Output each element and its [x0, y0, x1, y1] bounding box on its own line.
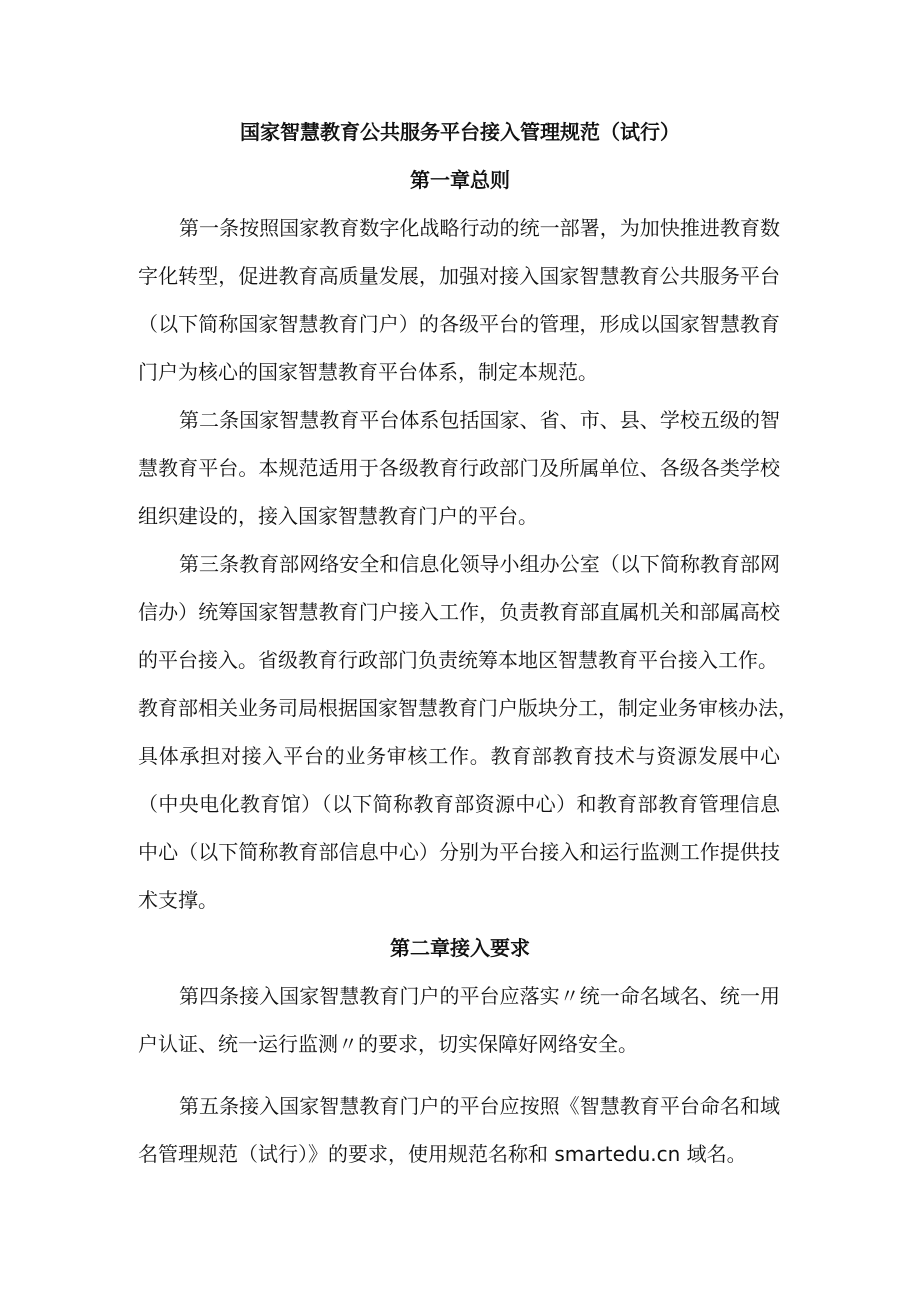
article-1-line-1: 第一条按照国家教育数字化战略行动的统一部署，为加快推进教育数: [179, 216, 780, 240]
article-3-line-2: 信办）统筹国家智慧教育门户接入工作，负责教育部直属机关和部属高校: [138, 600, 780, 624]
article-3-line-6: （中央电化教育馆）（以下简称教育部资源中心）和教育部教育管理信息: [138, 792, 780, 816]
article-5-line-2: 名管理规范（试行）》的要求，使用规范名称和 smartedu.cn 域名。: [138, 1142, 747, 1166]
article-1-line-2: 字化转型，促进教育高质量发展，加强对接入国家智慧教育公共服务平台: [138, 264, 780, 288]
chapter-2-heading: 第二章接入要求: [390, 936, 530, 960]
article-1-line-3: （以下简称国家智慧教育门户）的各级平台的管理，形成以国家智慧教育: [138, 312, 780, 336]
article-3-line-7: 中心（以下简称教育部信息中心）分别为平台接入和运行监测工作提供技: [138, 840, 780, 864]
article-2-line-2: 慧教育平台。本规范适用于各级教育行政部门及所属单位、各级各类学校: [138, 456, 780, 480]
article-3-line-4: 教育部相关业务司局根据国家智慧教育门户版块分工，制定业务审核办法，: [138, 696, 798, 720]
article-3-line-3: 的平台接入。省级教育行政部门负责统筹本地区智慧教育平台接入工作。: [138, 648, 778, 672]
article-3-line-1: 第三条教育部网络安全和信息化领导小组办公室（以下简称教育部网: [179, 552, 780, 576]
article-4-line-1: 第四条接入国家智慧教育门户的平台应落实〃统一命名域名、统一用: [179, 984, 780, 1008]
article-1-line-4: 门户为核心的国家智慧教育平台体系，制定本规范。: [138, 360, 598, 384]
article-2-line-1: 第二条国家智慧教育平台体系包括国家、省、市、县、学校五级的智: [179, 408, 780, 432]
chapter-1-heading: 第一章总则: [410, 168, 510, 192]
article-3-line-5: 具体承担对接入平台的业务审核工作。教育部教育技术与资源发展中心: [138, 744, 780, 768]
article-3-line-8: 术支撑。: [138, 888, 218, 912]
article-5-line-1: 第五条接入国家智慧教育门户的平台应按照《智慧教育平台命名和域: [179, 1094, 780, 1118]
article-2-line-3: 组织建设的，接入国家智慧教育门户的平台。: [138, 504, 538, 528]
document-title: 国家智慧教育公共服务平台接入管理规范（试行）: [240, 120, 680, 144]
article-4-line-2: 户认证、统一运行监测〃的要求，切实保障好网络安全。: [138, 1032, 638, 1056]
